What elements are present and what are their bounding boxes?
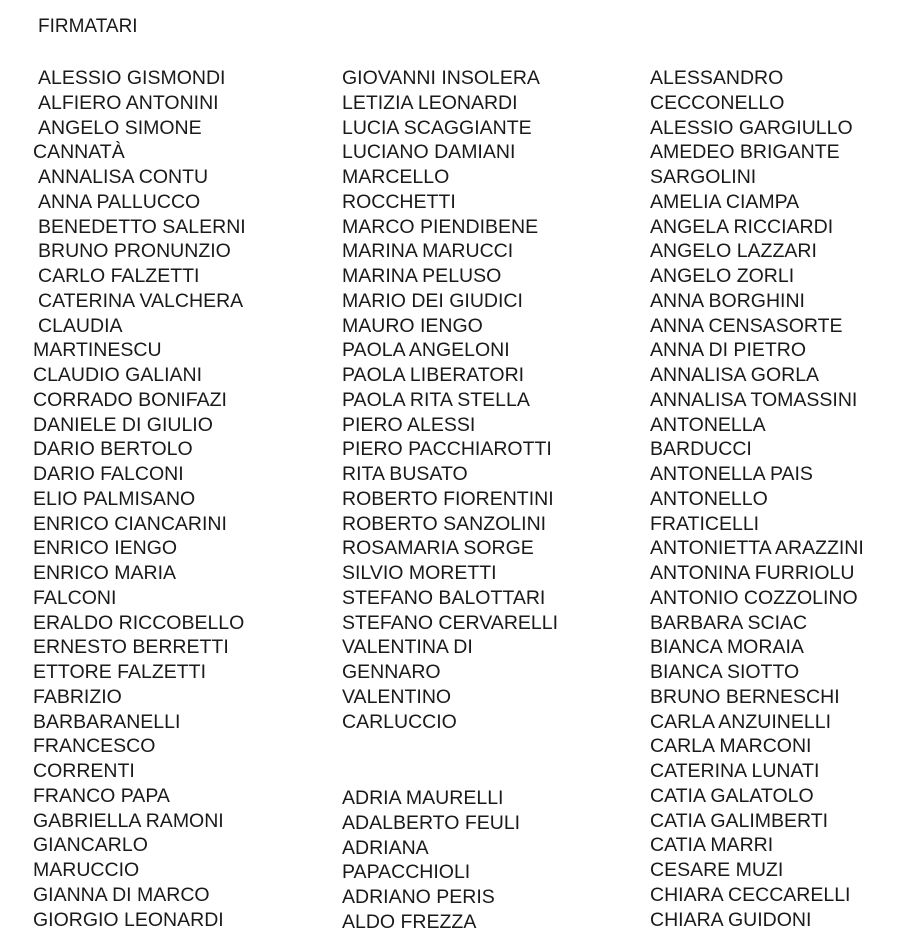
- signatory-name: DARIO BERTOLO: [33, 438, 193, 461]
- signatory-name: GIANNA DI MARCO: [33, 883, 210, 906]
- signatory-name: GENNARO: [342, 661, 441, 683]
- signatory-name: RITA BUSATO: [342, 463, 468, 485]
- signatory-name: CATIA GALIMBERTI: [650, 809, 829, 832]
- signatory-name: ANTONELLO: [650, 487, 768, 510]
- signatory-name: CHIARA GUIDONI: [650, 908, 812, 931]
- signatory-name: BRUNO BERNESCHI: [650, 685, 840, 708]
- signatory-name: CECCONELLO: [650, 91, 785, 114]
- signatory-name: ALDO FREZZA: [342, 910, 477, 933]
- signatory-name: BARDUCCI: [650, 438, 752, 461]
- signatory-name: ALESSIO GISMONDI: [38, 67, 226, 89]
- signatory-name: ERNESTO BERRETTI: [33, 636, 229, 659]
- signatory-name: ANTONELLA PAIS: [650, 463, 813, 485]
- signatory-name: GABRIELLA RAMONI: [33, 809, 224, 832]
- signatory-name: ANNA BORGHINI: [650, 289, 805, 312]
- signatory-name: ENRICO IENGO: [33, 537, 178, 560]
- signatory-name: ALFIERO ANTONINI: [38, 91, 219, 114]
- signatory-name: ANTONINA FURRIOLU: [650, 562, 855, 584]
- signatory-name: STEFANO BALOTTARI: [342, 586, 546, 609]
- signatories-column-1: [33, 66, 246, 932]
- signatory-name: ANNA DI PIETRO: [650, 339, 807, 362]
- signatory-name: VALENTINA DI: [342, 636, 473, 659]
- signatory-name: ANNA CENSASORTE: [650, 314, 843, 337]
- signatory-name: CORRADO BONIFAZI: [33, 388, 227, 411]
- signatory-name: ANNALISA TOMASSINI: [650, 388, 858, 411]
- signatory-name: MARINA MARUCCI: [342, 240, 514, 263]
- signatory-name: ANGELA RICCIARDI: [650, 215, 834, 238]
- signatory-name: MARUCCIO: [33, 859, 140, 881]
- signatory-name: ANNALISA CONTU: [38, 166, 209, 188]
- signatory-name: BIANCA MORAIA: [650, 636, 804, 659]
- signatory-name: DARIO FALCONI: [33, 463, 184, 485]
- signatory-name: MARIO DEI GIUDICI: [342, 289, 523, 312]
- signatory-name: GIORGIO LEONARDI: [33, 908, 224, 931]
- signatory-name: ALESSANDRO: [650, 67, 784, 89]
- signatory-name: ADRIANA: [342, 836, 429, 859]
- signatory-name: ANNA PALLUCCO: [38, 190, 201, 213]
- signatories-column-2-continued: [342, 786, 520, 935]
- signatory-name: ADRIANO PERIS: [342, 886, 495, 908]
- signatory-name: PAOLA ANGELONI: [342, 339, 510, 362]
- signatory-name: GIANCARLO: [33, 834, 148, 857]
- signatory-name: ANTONIO COZZOLINO: [650, 586, 858, 609]
- signatory-name: FABRIZIO: [33, 685, 122, 708]
- signatory-name: CATIA GALATOLO: [650, 784, 814, 807]
- signatory-name: ANGELO ZORLI: [650, 265, 795, 287]
- signatory-name: ENRICO MARIA: [33, 562, 177, 584]
- signatory-name: CORRENTI: [33, 760, 135, 782]
- signatory-name: FRANCESCO: [33, 735, 156, 758]
- signatory-name: BARBARANELLI: [33, 710, 181, 733]
- signatory-name: LUCIANO DAMIANI: [342, 141, 516, 164]
- signatories-column-3: [650, 66, 864, 932]
- signatory-name: CLAUDIA: [38, 314, 123, 337]
- signatory-name: BIANCA SIOTTO: [650, 661, 800, 683]
- signatory-name: CARLA MARCONI: [650, 735, 812, 758]
- signatory-name: ROBERTO SANZOLINI: [342, 512, 547, 535]
- signatory-name: ROCCHETTI: [342, 190, 456, 213]
- signatory-name: ANTONIETTA ARAZZINI: [650, 537, 864, 560]
- signatory-name: MARCO PIENDIBENE: [342, 215, 539, 238]
- signatory-name: BENEDETTO SALERNI: [38, 215, 246, 238]
- signatory-name: FRANCO PAPA: [33, 784, 170, 807]
- signatory-name: LUCIA SCAGGIANTE: [342, 116, 532, 139]
- signatory-name: FALCONI: [33, 586, 117, 609]
- signatory-name: ROSAMARIA SORGE: [342, 537, 534, 560]
- signatory-name: ANNALISA GORLA: [650, 364, 820, 386]
- signatory-name: CHIARA CECCARELLI: [650, 883, 851, 906]
- signatory-name: PIERO ALESSI: [342, 413, 476, 436]
- signatory-name: AMEDEO BRIGANTE: [650, 141, 840, 164]
- signatory-name: CATERINA LUNATI: [650, 760, 820, 782]
- signatory-name: ADALBERTO FEULI: [342, 811, 521, 834]
- signatory-name: ERALDO RICCOBELLO: [33, 611, 245, 634]
- signatory-name: FRATICELLI: [650, 512, 760, 535]
- signatory-name: PAOLA LIBERATORI: [342, 364, 525, 386]
- signatory-name: ROBERTO FIORENTINI: [342, 487, 554, 510]
- signatory-name: GIOVANNI INSOLERA: [342, 67, 540, 89]
- signatory-name: MARINA PELUSO: [342, 265, 502, 287]
- signatory-name: BRUNO PRONUNZIO: [38, 240, 231, 263]
- signatory-name: AMELIA CIAMPA: [650, 190, 800, 213]
- signatory-name: ANGELO SIMONE: [38, 116, 202, 139]
- signatory-name: DANIELE DI GIULIO: [33, 413, 213, 436]
- signatory-name: CANNATÀ: [33, 141, 125, 164]
- signatory-name: CARLUCCIO: [342, 710, 457, 733]
- signatory-name: ADRIA MAURELLI: [342, 787, 504, 809]
- page-title: FIRMATARI: [38, 16, 138, 37]
- signatory-name: CARLA ANZUINELLI: [650, 710, 831, 733]
- signatory-name: CATIA MARRI: [650, 834, 774, 857]
- signatory-name: BARBARA SCIAC: [650, 611, 808, 634]
- signatory-name: MARCELLO: [342, 166, 450, 188]
- signatory-name: PAOLA RITA STELLA: [342, 388, 530, 411]
- signatory-name: CLAUDIO GALIANI: [33, 364, 203, 386]
- signatory-name: PIERO PACCHIAROTTI: [342, 438, 552, 461]
- signatories-column-2: [342, 66, 558, 734]
- signatory-name: SARGOLINI: [650, 166, 757, 188]
- signatory-name: LETIZIA LEONARDI: [342, 91, 518, 114]
- signatory-name: VALENTINO: [342, 685, 452, 708]
- signatory-name: ALESSIO GARGIULLO: [650, 116, 853, 139]
- signatory-name: STEFANO CERVARELLI: [342, 611, 559, 634]
- signatory-name: ENRICO CIANCARINI: [33, 512, 227, 535]
- signatory-name: ANTONELLA: [650, 413, 766, 436]
- signatory-name: ANGELO LAZZARI: [650, 240, 817, 263]
- signatory-name: CATERINA VALCHERA: [38, 289, 244, 312]
- signatory-name: MARTINESCU: [33, 339, 162, 362]
- signatory-name: CARLO FALZETTI: [38, 265, 200, 287]
- signatory-name: PAPACCHIOLI: [342, 861, 471, 884]
- signatory-name: CESARE MUZI: [650, 859, 784, 881]
- signatory-name: MAURO IENGO: [342, 314, 483, 337]
- signatory-name: ELIO PALMISANO: [33, 487, 196, 510]
- signatory-name: ETTORE FALZETTI: [33, 661, 206, 683]
- signatory-name: SILVIO MORETTI: [342, 562, 497, 584]
